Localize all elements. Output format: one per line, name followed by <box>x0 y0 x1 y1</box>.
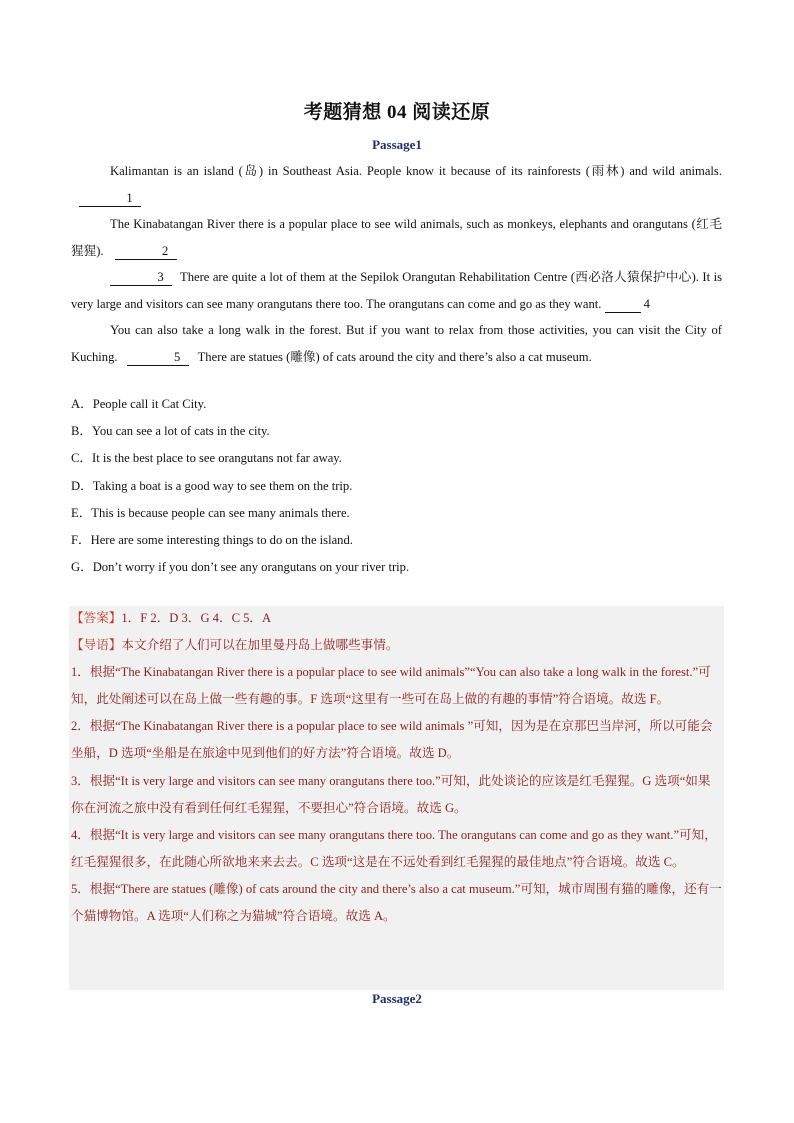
explanation-5: 5．根据“There are statues (雕像) of cats around the city and there’s also a cat museum.”可知，城市周围有猫的雕像，还有一个猫博物馆。A 选项“人们称之为猫城”符合语境。故选 A。 <box>71 881 722 924</box>
guide-line <box>71 632 722 659</box>
paragraph-4-text-a: You can also take a long walk in the forest. But if you want to relax from those activities, you can visit the City of Kuching. <box>71 323 722 364</box>
answer-values: 1．F 2．D 3．G 4．C 5．A <box>121 611 272 625</box>
paragraph-3 <box>71 264 722 317</box>
guide-label: 【导语】 <box>71 638 122 653</box>
paragraph-2 <box>71 211 722 264</box>
answer-label: 【答案】 <box>71 611 122 625</box>
blank-5: 5 <box>127 349 189 366</box>
paragraph-3-text: There are quite a lot of them at the Sepilok Orangutan Rehabilitation Centre (西必洛人猿保护中心). It is very large and visitors can see many orangutans there too. The orangutans can come and go as they want. <box>71 270 722 311</box>
blank-4: 4 <box>605 296 641 313</box>
blank-3: 3 <box>110 269 172 286</box>
answer-section <box>71 605 722 930</box>
option-e: E．This is because people can see many animals there. <box>71 505 350 520</box>
options-list <box>71 391 722 581</box>
page-title: 考题猜想 04 阅读还原 <box>303 102 491 123</box>
option-g: G．Don’t worry if you don’t see any orangutans on your river trip. <box>71 560 410 575</box>
explanation-4: 4．根据“It is very large and visitors can see many orangutans there too. The orangutans can come and go as they want.”可知，红毛猩猩很多，在此随心所欲地来来去去。C 选项“这是在不远处看到红毛猩猩的最佳地点”符合语境。故选 C。 <box>71 827 717 869</box>
paragraph-1 <box>71 158 722 211</box>
explanation-2: 2．根据“The Kinabatangan River there is a popular place to see wild animals ”可知，因为是在京那巴当岸河，所以可能会坐船，D 选项“坐船是在旅途中见到他们的好方法”符合语境。故选 D。 <box>71 719 713 761</box>
option-b: B．You can see a lot of cats in the city. <box>71 424 270 439</box>
option-a: A．People call it Cat City. <box>71 397 207 411</box>
paragraph-2-text: The Kinabatangan River there is a popular place to see wild animals, such as monkeys, elephants and orangutans (红毛猩猩). <box>71 217 722 258</box>
passage2-heading: Passage2 <box>372 991 422 1006</box>
guide-text: 本文介绍了人们可以在加里曼丹岛上做哪些事情。 <box>121 638 399 653</box>
option-c: C．It is the best place to see orangutans not far away. <box>71 451 342 466</box>
paragraph-1-text: Kalimantan is an island (岛) in Southeast Asia. People know it because of its rainforests (雨林) and wild animals. <box>110 164 722 178</box>
option-f: F．Here are some interesting things to do on the island. <box>71 533 353 548</box>
explanation-1: 1．根据“The Kinabatangan River there is a popular place to see wild animals”“You can also take a long walk in the forest.”可知，此处阐述可以在岛上做一些有趣的事。F 选项“这里有一些可在岛上做的有趣的事情”符合语境。故选 F。 <box>71 665 711 707</box>
passage-body <box>71 158 722 370</box>
answer-line <box>71 605 722 632</box>
paragraph-4 <box>71 317 722 370</box>
blank-1: 1 <box>79 190 141 207</box>
option-d: D．Taking a boat is a good way to see them on the trip. <box>71 478 353 493</box>
blank-2: 2 <box>115 243 177 260</box>
explanation-3: 3．根据“It is very large and visitors can see many orangutans there too.”可知，此处谈论的应该是红毛猩猩。G 选项“如果你在河流之旅中没有看到任何红毛猩猩，不要担心”符合语境。故选 G。 <box>71 773 711 815</box>
paragraph-4-text-b: There are statues (雕像) of cats around the city and there’s also a cat museum. <box>197 349 592 364</box>
passage1-heading: Passage1 <box>372 137 422 152</box>
